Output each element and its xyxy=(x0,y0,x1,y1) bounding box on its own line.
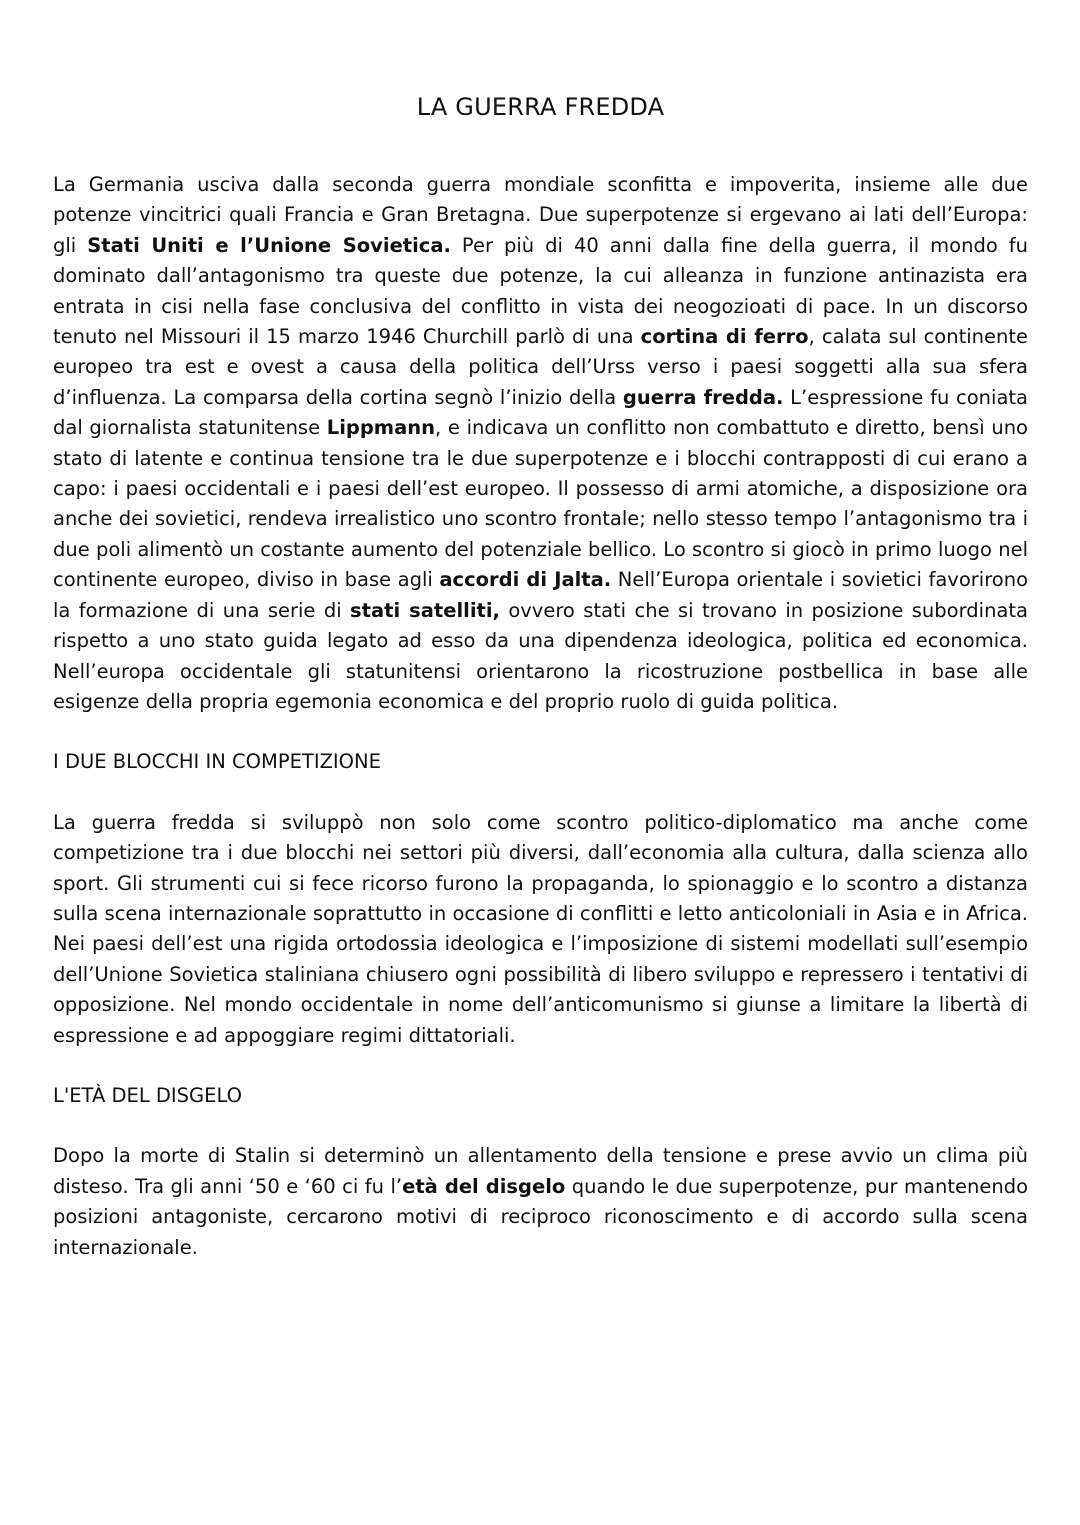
bold-lippmann: Lippmann xyxy=(326,416,436,440)
text-run: Nell’Europa orientale i sovietici favorirono la formazione di una serie di xyxy=(53,568,1029,622)
text-run: La Germania usciva dalla seconda guerra mondiale sconfitta e impoverita, insieme alle due potenze vincitrici quali Francia e Gran Bretagna. Due superpotenze si ergevano ai lati dell’Europa: gli xyxy=(53,173,1028,257)
blocchi-paragraph: La guerra fredda si sviluppò non solo come scontro politico-diplomatico ma anche come competizione tra i due blocchi nei settori più diversi, dall’economia alla cultura, dalla scienza allo sport. Gli strumenti cui si fece ricorso furono la propaganda, lo spionaggio e lo scontro a distanza sulla scena internazionale soprattutto in occasione di conflitti e letto anticoloniali in Asia e in Africa. Nei paesi dell’est una rigida ortodossia ideologica e l’imposizione di sistemi modellati sull’esempio dell’Unione Sovietica staliniana chiusero ogni possibilità di libero sviluppo e repressero i tentativi di opposizione. Nel mondo occidentale in nome dell’anticomunismo si giunse a limitare la libertà di espressione e ad appoggiare regimi dittatoriali. xyxy=(53,810,1028,1047)
section-heading-blocchi: I DUE BLOCCHI IN COMPETIZIONE xyxy=(53,750,381,774)
bold-guerra-fredda: guerra fredda. xyxy=(622,385,784,409)
document-page xyxy=(53,92,1028,1263)
intro-paragraph xyxy=(53,170,1028,717)
text-run: , e indicava un conflitto non combattuto e diretto, bensì uno stato di latente e continua tensione tra le due superpotenze e i blocchi contrapposti di cui erano a capo: i paesi occidentali e i paesi dell’est europeo. Il possesso di armi atomiche, a disposizione ora anche dei sovietici, rendeva irrealistico uno scontro frontale; nello stesso tempo l’antagonismo tra i due poli alimentò un costante aumento del potenziale bellico. Lo scontro si giocò in primo luogo nel continente europeo, diviso in base agli xyxy=(53,416,1028,592)
section-heading-disgelo: L'ETÀ DEL DISGELO xyxy=(53,1083,242,1107)
text-run: , calata sul continente europeo tra est e ovest a causa della politica dell’Urss verso i paesi soggetti alla sua sfera d’influenza. La comparsa della cortina segnò l’inizio della xyxy=(53,325,1029,409)
bold-stati-satelliti: stati satelliti, xyxy=(350,598,500,622)
disgelo-paragraph xyxy=(53,1141,1028,1263)
text-run: quando le due superpotenze, pur mantenendo posizioni antagoniste, cercarono motivi di reciproco riconoscimento e di accordo sulla scena internazionale. xyxy=(53,1174,1029,1259)
text-run: Dopo la morte di Stalin si determinò un allentamento della tensione e prese avvio un clima più disteso. Tra gli anni ‘50 e ‘60 ci fu l’ xyxy=(53,1144,1028,1198)
document-title: LA GUERRA FREDDA xyxy=(416,93,665,121)
text-run: L’espressione fu coniata dal giornalista statunitense xyxy=(53,385,1028,440)
bold-stati-uniti: Stati Uniti e l’Unione Sovietica. xyxy=(87,233,451,257)
text-run: ovvero stati che si trovano in posizione subordinata rispetto a uno stato guida legato ad esso da una dipendenza ideologica, politica ed economica. Nell’europa occidentale gli statunitensi orientarono la ricostruzione postbellica in base alle esigenze della propria egemonia economica e del proprio ruolo di guida politica. xyxy=(53,598,1028,713)
bold-accordi-di-jalta: accordi di Jalta. xyxy=(439,568,612,592)
text-run: Per più di 40 anni dalla fine della guerra, il mondo fu dominato dall’antagonismo tra queste due potenze, la cui alleanza in funzione antinazista era entrata in cisi nella fase conclusiva del conflitto in vista dei neogozioati di pace. In un discorso tenuto nel Missouri il 15 marzo 1946 Churchill parlò di una xyxy=(53,233,1028,349)
bold-cortina-di-ferro: cortina di ferro xyxy=(640,325,809,349)
bold-eta-del-disgelo: età del disgelo xyxy=(402,1174,566,1198)
